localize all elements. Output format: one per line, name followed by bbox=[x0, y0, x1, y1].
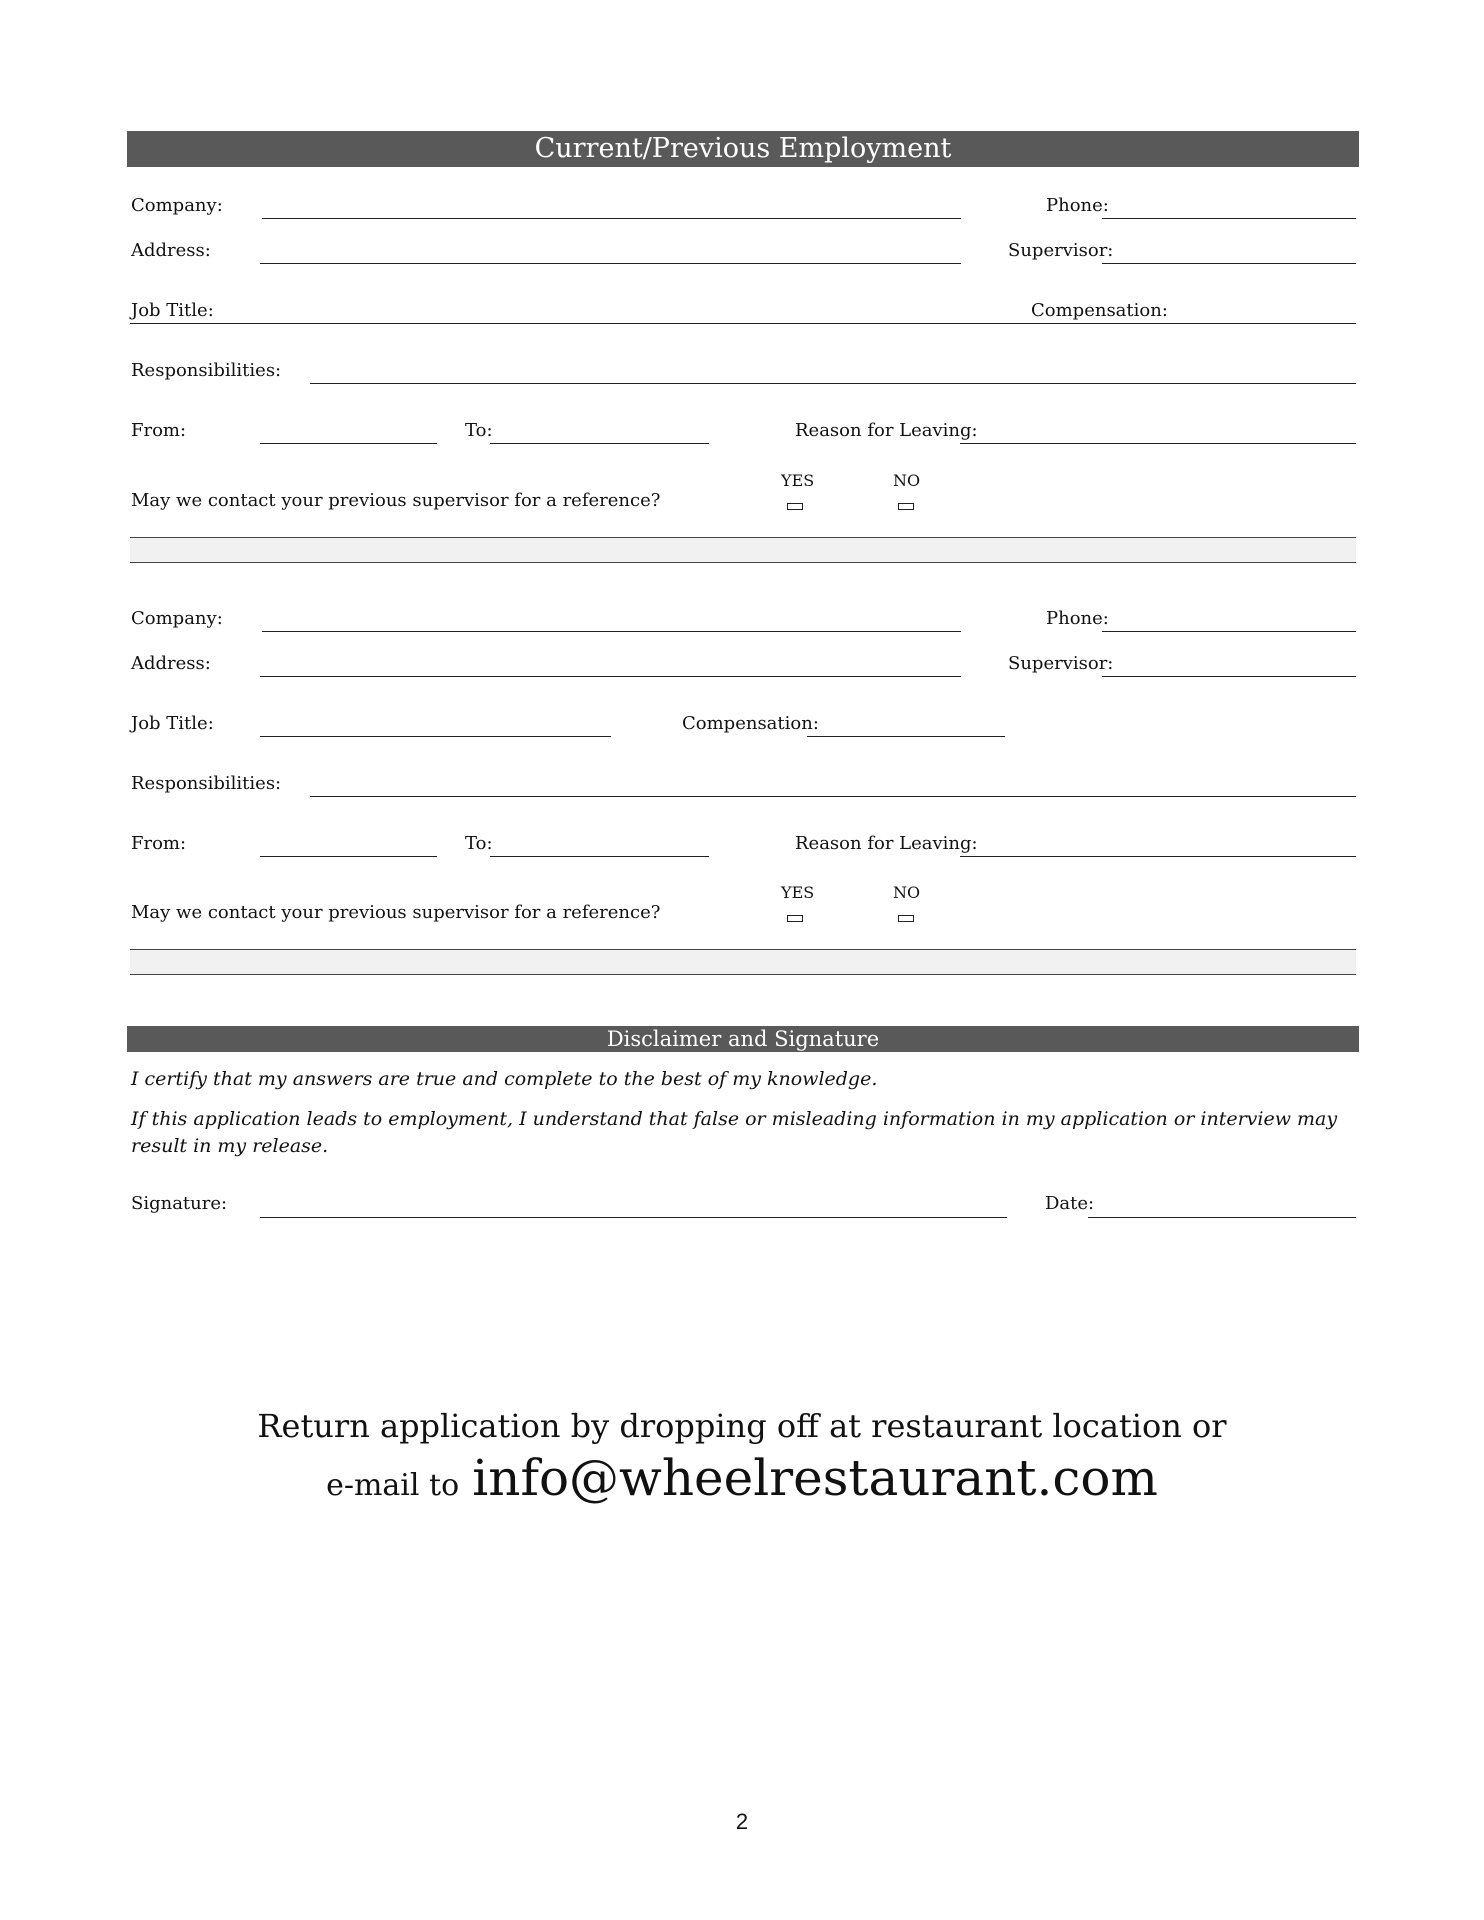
release-text: If this application leads to employment, I understand that false or misleading information in my application or interview may result in my release. bbox=[131, 1108, 1338, 1157]
page-number: 2 bbox=[735, 1809, 749, 1834]
reason-label: Reason for Leaving: bbox=[795, 420, 978, 441]
yes-checkbox[interactable] bbox=[787, 915, 803, 922]
job-title-label: Job Title: bbox=[131, 713, 214, 734]
no-checkbox[interactable] bbox=[898, 915, 914, 922]
employment-section-header: Current/Previous Employment bbox=[127, 131, 1359, 167]
reason-field[interactable] bbox=[960, 856, 1356, 857]
company-field[interactable] bbox=[262, 218, 961, 219]
no-label: NO bbox=[893, 883, 921, 902]
date-label: Date: bbox=[1045, 1193, 1095, 1214]
no-checkbox[interactable] bbox=[898, 503, 914, 510]
signature-label: Signature: bbox=[131, 1193, 228, 1214]
reason-field[interactable] bbox=[960, 443, 1356, 444]
phone-field[interactable] bbox=[1102, 631, 1356, 632]
from-label: From: bbox=[131, 420, 187, 441]
responsibilities-label: Responsibilities: bbox=[131, 773, 282, 794]
no-label: NO bbox=[893, 471, 921, 490]
separator-band bbox=[130, 537, 1356, 563]
to-label: To: bbox=[465, 833, 493, 854]
responsibilities-label: Responsibilities: bbox=[131, 360, 282, 381]
signature-field[interactable] bbox=[260, 1217, 1007, 1218]
responsibilities-field[interactable] bbox=[310, 796, 1356, 797]
date-field[interactable] bbox=[1088, 1217, 1356, 1218]
to-label: To: bbox=[465, 420, 493, 441]
job-title-label: Job Title: bbox=[131, 300, 214, 321]
job-title-field[interactable] bbox=[260, 736, 611, 737]
address-label: Address: bbox=[131, 653, 211, 674]
reason-label: Reason for Leaving: bbox=[795, 833, 978, 854]
compensation-label: Compensation: bbox=[1031, 300, 1168, 321]
certify-text: I certify that my answers are true and complete to the best of my knowledge. bbox=[131, 1068, 878, 1090]
company-label: Company: bbox=[131, 195, 223, 216]
address-field[interactable] bbox=[260, 263, 961, 264]
company-label: Company: bbox=[131, 608, 223, 629]
phone-label: Phone: bbox=[1046, 608, 1109, 629]
email-prefix: e-mail to bbox=[326, 1468, 460, 1503]
to-field[interactable] bbox=[490, 856, 709, 857]
yes-label: YES bbox=[781, 471, 815, 490]
separator-band bbox=[130, 949, 1356, 975]
email-link[interactable]: info@wheelrestaurant.com bbox=[472, 1449, 1158, 1507]
return-instructions: Return application by dropping off at restaurant location or bbox=[257, 1407, 1227, 1445]
supervisor-label: Supervisor: bbox=[1008, 653, 1114, 674]
job-title-field[interactable] bbox=[130, 323, 1356, 324]
address-label: Address: bbox=[131, 240, 211, 261]
supervisor-field[interactable] bbox=[1102, 676, 1356, 677]
address-field[interactable] bbox=[260, 676, 961, 677]
phone-label: Phone: bbox=[1046, 195, 1109, 216]
company-field[interactable] bbox=[262, 631, 961, 632]
yes-checkbox[interactable] bbox=[787, 503, 803, 510]
from-label: From: bbox=[131, 833, 187, 854]
from-field[interactable] bbox=[260, 856, 437, 857]
responsibilities-field[interactable] bbox=[310, 383, 1356, 384]
disclaimer-section-header: Disclaimer and Signature bbox=[127, 1026, 1359, 1052]
compensation-field[interactable] bbox=[807, 736, 1005, 737]
from-field[interactable] bbox=[260, 443, 437, 444]
compensation-label: Compensation: bbox=[682, 713, 819, 734]
supervisor-field[interactable] bbox=[1102, 263, 1356, 264]
contact-question: May we contact your previous supervisor for a reference? bbox=[131, 490, 661, 511]
yes-label: YES bbox=[781, 883, 815, 902]
email-line bbox=[0, 1450, 1484, 1518]
supervisor-label: Supervisor: bbox=[1008, 240, 1114, 261]
phone-field[interactable] bbox=[1102, 218, 1356, 219]
contact-question: May we contact your previous supervisor for a reference? bbox=[131, 902, 661, 923]
to-field[interactable] bbox=[490, 443, 709, 444]
